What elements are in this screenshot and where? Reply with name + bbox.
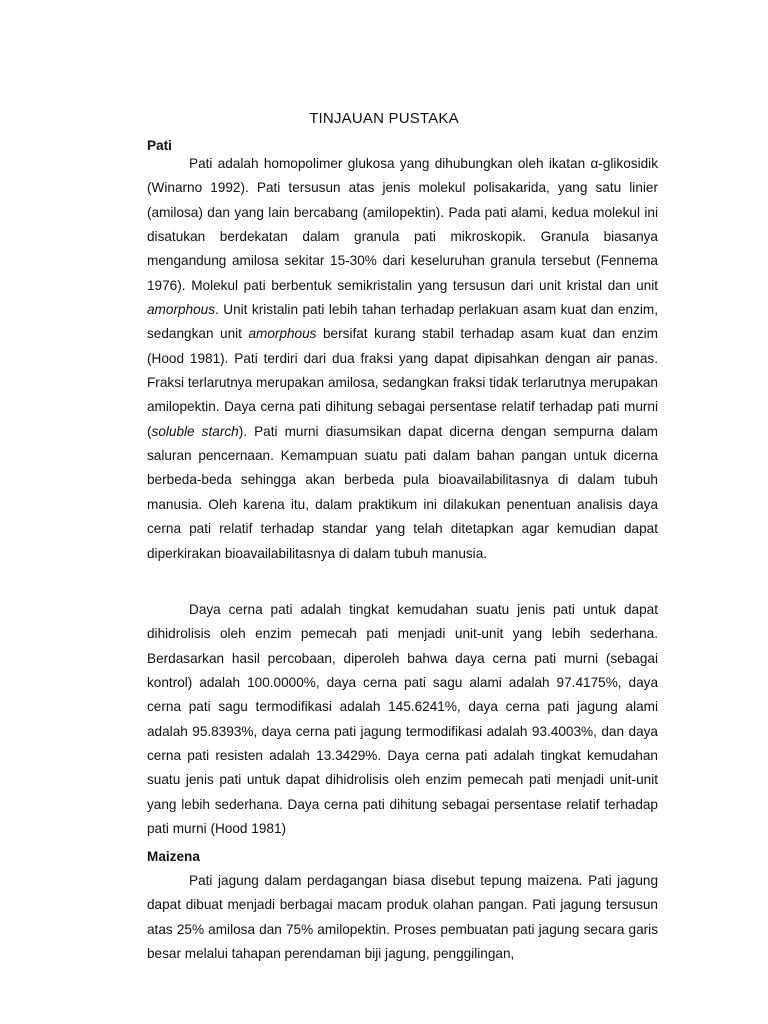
paragraph-pati-2 bbox=[147, 598, 658, 841]
section-heading-maizena: Maizena bbox=[147, 849, 200, 864]
italic-term: soluble starch bbox=[151, 423, 239, 439]
page-title: TINJAUAN PUSTAKA bbox=[309, 110, 459, 127]
italic-term: amorphous bbox=[147, 302, 216, 318]
section-heading-pati: Pati bbox=[147, 138, 172, 153]
paragraph-pati-1 bbox=[147, 152, 658, 566]
text-run: . Unit kristalin pati lebih tahan terhadap perlakuan asam kuat dan enzim, sedangkan unit bbox=[147, 302, 658, 342]
text-run: bersifat kurang stabil terhadap asam kuat dan enzim (Hood 1981). Pati terdiri dari dua fraksi yang dapat dipisahkan dengan air panas. Fraksi terlarutnya merupakan amilosa, sedangkan fraksi tidak terlarutnya merupakan amilopektin. Daya cerna pati dihitung sebagai persentase relatif terhadap pati murni ( bbox=[147, 326, 658, 439]
paragraph-maizena-1 bbox=[147, 869, 658, 966]
text-run: Daya cerna pati adalah tingkat kemudahan suatu jenis pati untuk dapat dihidrolisis oleh enzim pemecah pati menjadi unit-unit yang lebih sederhana. Berdasarkan hasil percobaan, diperoleh bahwa daya cerna pati murni (sebagai kontrol) adalah 100.0000%, daya cerna pati sagu alami adalah 97.4175%, daya cerna pati sagu termodifikasi adalah 145.6241%, daya cerna pati jagung alami adalah 95.8393%, daya cerna pati jagung termodifikasi adalah 93.4003%, dan daya cerna pati resisten adalah 13.3429%. Daya cerna pati adalah tingkat kemudahan suatu jenis pati untuk dapat dihidrolisis oleh enzim pemecah pati menjadi unit-unit yang lebih sederhana. Daya cerna pati dihitung sebagai persentase relatif terhadap pati murni (Hood 1981) bbox=[147, 602, 658, 837]
text-run: ). Pati murni diasumsikan dapat dicerna dengan sempurna dalam saluran pencernaan. Kemampuan suatu pati dalam bahan pangan untuk dicerna berbeda-beda sehingga akan berbeda pula bioavailabilitasnya di dalam tubuh manusia. Oleh karena itu, dalam praktikum ini dilakukan penentuan analisis daya cerna pati relatif terhadap standar yang telah ditetapkan agar kemudian dapat diperkirakan bioavailabilitasnya di dalam tubuh manusia. bbox=[147, 423, 658, 561]
text-run: Pati adalah homopolimer glukosa yang dihubungkan oleh ikatan α-glikosidik (Winarno 1992). Pati tersusun atas jenis molekul polisakarida, yang satu linier (amilosa) dan yang lain bercabang (amilopektin). Pada pati alami, kedua molekul ini disatukan berdekatan dalam granula pati mikroskopik. Granula biasanya mengandung amilosa sekitar 15-30% dari keseluruhan granula tersebut (Fennema 1976). Molekul pati berbentuk semikristalin yang tersusun dari unit kristal dan unit bbox=[147, 156, 658, 293]
italic-term: amorphous bbox=[248, 326, 317, 342]
text-run: Pati jagung dalam perdagangan biasa disebut tepung maizena. Pati jagung dapat dibuat menjadi berbagai macam produk olahan pangan. Pati jagung tersusun atas 25% amilosa dan 75% amilopektin. Proses pembuatan pati jagung secara garis besar melalui tahapan perendaman biji jagung, penggilingan, bbox=[147, 873, 658, 962]
